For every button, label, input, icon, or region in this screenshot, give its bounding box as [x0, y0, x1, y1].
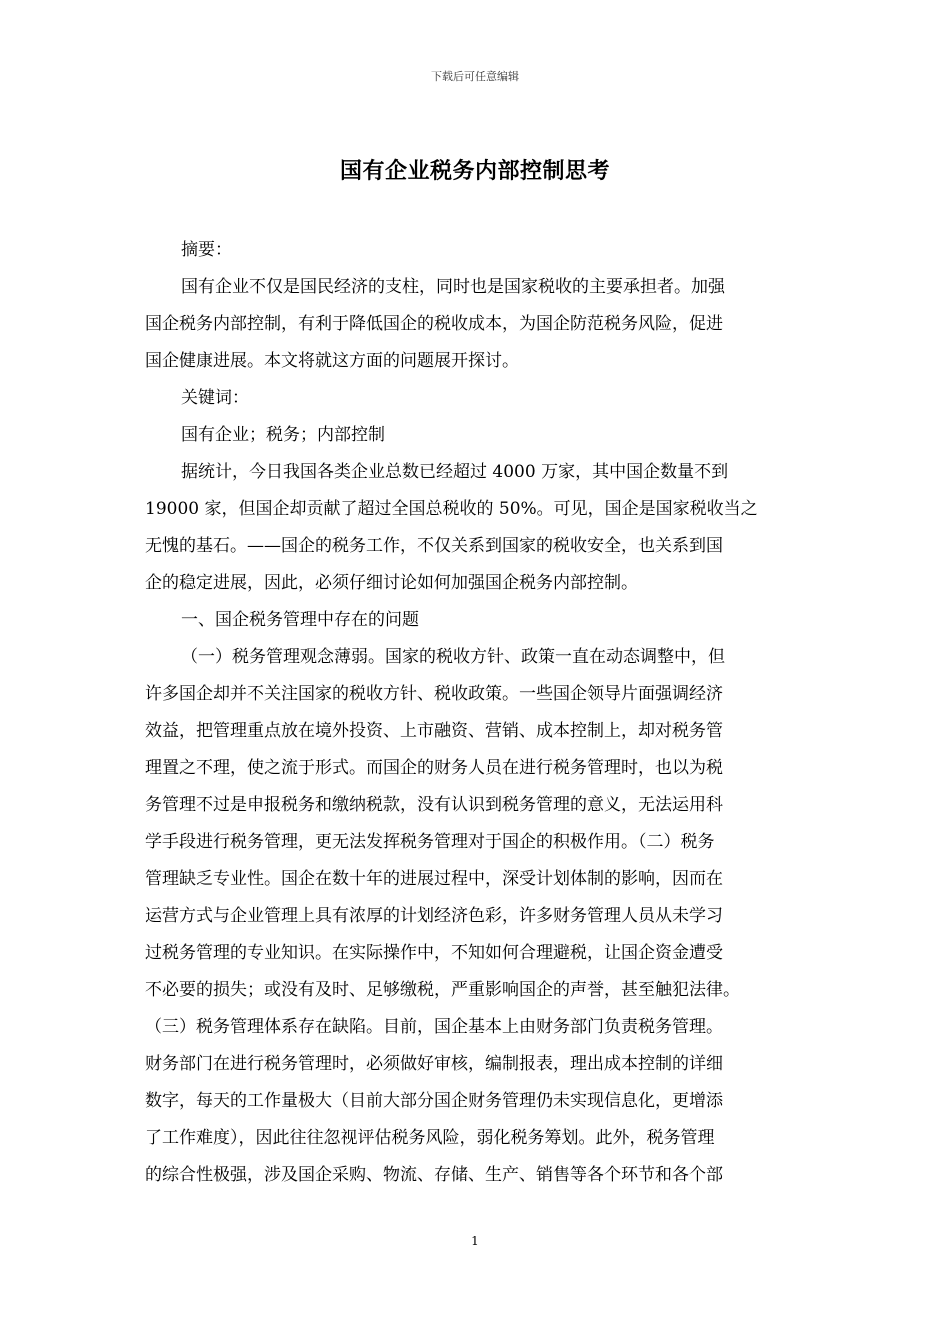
body-line: 不必要的损失；或没有及时、足够缴税，严重影响国企的声誉，甚至触犯法律。 [145, 980, 740, 1000]
body-line: 管理缺乏专业性。国企在数十年的进展过程中，深受计划体制的影响，因而在 [145, 869, 723, 889]
body-line: 的综合性极强，涉及国企采购、物流、存储、生产、销售等各个环节和各个部 [145, 1165, 723, 1185]
body-line: （一）税务管理观念薄弱。国家的税收方针、政策一直在动态调整中，但 [181, 647, 725, 667]
page-number: 1 [471, 1234, 479, 1248]
body-line: 无愧的基石。——国企的税务工作，不仅关系到国家的税收安全，也关系到国 [145, 536, 723, 556]
body-line: 摘要： [181, 240, 232, 260]
body-line: 效益，把管理重点放在境外投资、上市融资、营销、成本控制上，却对税务管 [145, 721, 723, 741]
body-line: 过税务管理的专业知识。在实际操作中，不知如何合理避税，让国企资金遭受 [145, 943, 723, 963]
body-line: 据统计，今日我国各类企业总数已经超过 4000 万家，其中国企数量不到 [181, 462, 729, 482]
document-body [145, 232, 807, 1194]
body-line: （三）税务管理体系存在缺陷。目前，国企基本上由财务部门负责税务管理。 [145, 1017, 723, 1037]
body-line: 学手段进行税务管理，更无法发挥税务管理对于国企的积极作用。（二）税务 [145, 832, 715, 852]
body-line: 关键词： [181, 388, 249, 408]
body-line: 国有企业；税务；内部控制 [181, 425, 385, 445]
body-line: 企的稳定进展，因此，必须仔细讨论如何加强国企税务内部控制。 [145, 573, 638, 593]
body-line: 了工作难度），因此往往忽视评估税务风险，弱化税务筹划。此外，税务管理 [145, 1128, 715, 1148]
body-line: 19000 家，但国企却贡献了超过全国总税收的 50%。可见，国企是国家税收当之 [145, 499, 758, 519]
body-line: 运营方式与企业管理上具有浓厚的计划经济色彩，许多财务管理人员从未学习 [145, 906, 723, 926]
body-line: 理置之不理，使之流于形式。而国企的财务人员在进行税务管理时，也以为税 [145, 758, 723, 778]
body-line: 财务部门在进行税务管理时，必须做好审核，编制报表，理出成本控制的详细 [145, 1054, 723, 1074]
body-line: 一、国企税务管理中存在的问题 [181, 610, 419, 630]
header-note: 下载后可任意编辑 [431, 70, 519, 83]
body-line: 数字，每天的工作量极大（目前大部分国企财务管理仍未实现信息化，更增添 [145, 1091, 723, 1111]
body-line: 国有企业不仅是国民经济的支柱，同时也是国家税收的主要承担者。加强 [181, 277, 725, 297]
document-title: 国有企业税务内部控制思考 [339, 158, 610, 184]
body-line: 国企税务内部控制，有利于降低国企的税收成本，为国企防范税务风险，促进 [145, 314, 723, 334]
body-line: 许多国企却并不关注国家的税收方针、税收政策。一些国企领导片面强调经济 [145, 684, 723, 704]
body-line: 国企健康进展。本文将就这方面的问题展开探讨。 [145, 351, 519, 371]
body-line: 务管理不过是申报税务和缴纳税款，没有认识到税务管理的意义，无法运用科 [145, 795, 723, 815]
